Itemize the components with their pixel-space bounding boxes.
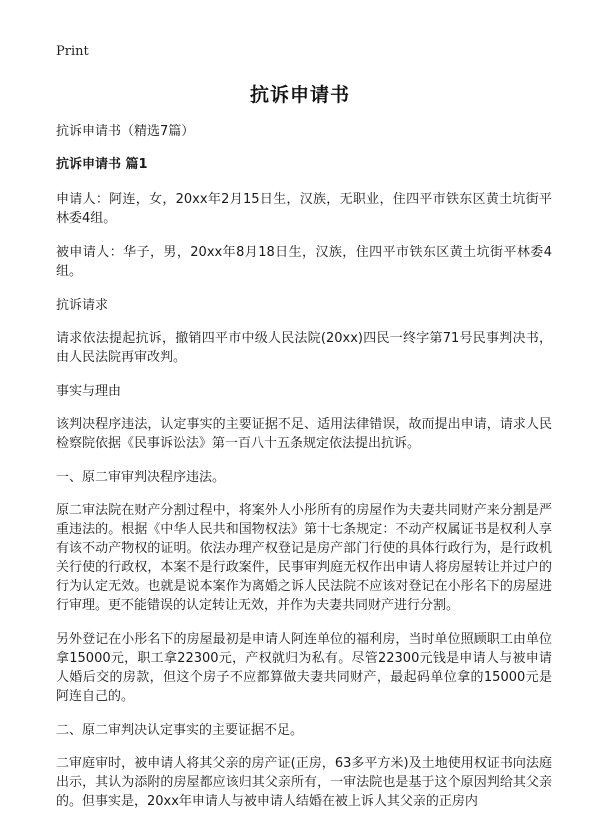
heading-point-one: 一、原二审审判决程序违法。 xyxy=(56,470,226,485)
heading-facts-reasons: 事实与理由 xyxy=(56,384,122,399)
heading-appeal-request: 抗诉请求 xyxy=(56,298,109,313)
point-one-paragraph-1: 原二审法院在财产分割过程中，将案外人小彤所有的房屋作为夫妻共同财产来分割是严重违法的。根据《中华人民共和国物权法》第十七条规定：不动产权属证书是权利人享有该不动产物权的证明。依法办理产权登记是房产部门行使的具体行政行为，是行政机关行使的行政权，本案不是行政案件，民事审判庭无权作出申请人将房屋转让并过户的行为认定无效。也就是说本案作为离婚之诉人民法院不应该对登记在小彤名下的房屋进行审理。更不能错误的认定转让无效，并作为夫妻共同财产进行分割。 xyxy=(56,503,552,613)
request-paragraph: 请求依法提起抗诉，撤销四平市中级人民法院(20xx)四民一终字第71号民事判决书，由人民法院再审改判。 xyxy=(56,331,552,365)
print-link[interactable]: Print xyxy=(56,44,89,59)
point-two-paragraph: 二审庭审时，被申请人将其父亲的房产证(正房，63多平方米)及土地使用权证书向法庭出示，其认为添附的房屋都应该归其父亲所有，一审法院也是基于这个原因判给其父亲的。但事实是，20xx年申请人与被申请人结婚在被上诉人其父亲的正房内 xyxy=(56,756,552,809)
section-title: 抗诉申请书 篇1 xyxy=(56,157,148,172)
reason-intro-paragraph: 该判决程序违法，认定事实的主要证据不足、适用法律错误，故而提出申请，请求人民检察院依据《民事诉讼法》第一百八十五条规定依法提出抗诉。 xyxy=(56,417,552,451)
document-body xyxy=(56,122,552,826)
heading-point-two: 二、原二审判决认定事实的主要证据不足。 xyxy=(56,723,304,738)
point-one-paragraph-2: 另外登记在小彤名下的房屋最初是申请人阿连单位的福利房，当时单位照顾职工由单位拿15000元，职工拿22300元，产权就归为私有。尽管22300元钱是申请人与被申请人婚后交的房款，但这个房子不应都算做夫妻共同财产，最起码单位拿的15000元是阿连自己的。 xyxy=(56,632,552,704)
respondent-paragraph: 被申请人：华子，男，20xx年8月18日生，汉族，住四平市铁东区黄土坑街平林委4组。 xyxy=(56,245,552,279)
applicant-paragraph: 申请人：阿连，女，20xx年2月15日生，汉族，无职业，住四平市铁东区黄土坑街平林委4组。 xyxy=(56,192,552,226)
page-title: 抗诉申请书 xyxy=(249,84,350,106)
document-subtitle: 抗诉申请书（精选7篇） xyxy=(56,124,195,139)
